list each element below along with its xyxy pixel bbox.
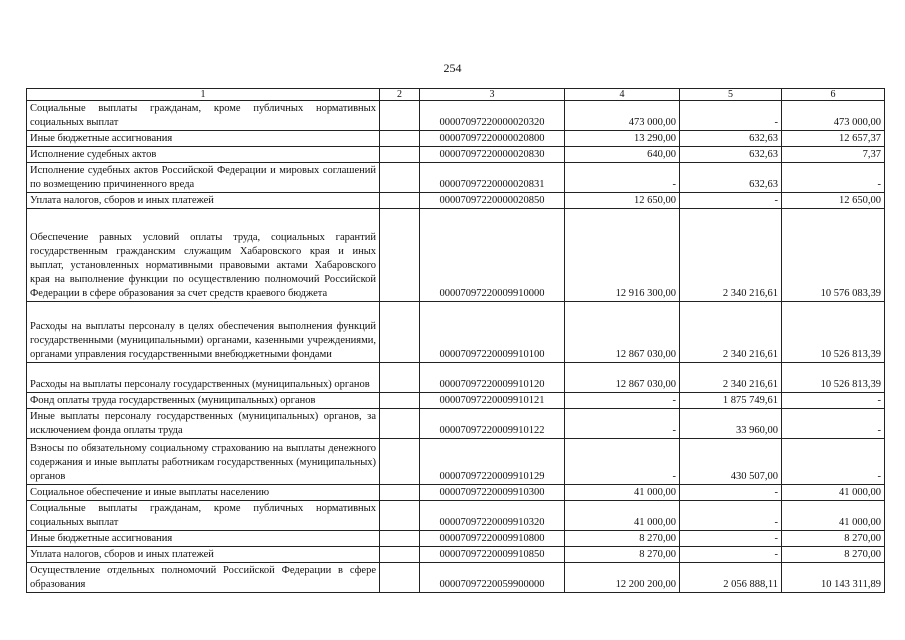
name-cell: Уплата налогов, сборов и иных платежей <box>27 193 380 209</box>
column-2-cell <box>380 409 420 439</box>
executed-amount-cell: 33 960,00 <box>680 409 782 439</box>
column-2-cell <box>380 131 420 147</box>
unexecuted-amount-cell: 10 526 813,39 <box>782 363 885 393</box>
approved-amount-cell: - <box>565 439 680 485</box>
unexecuted-amount-cell: - <box>782 409 885 439</box>
budget-code-cell: 00007097220000020831 <box>420 163 565 193</box>
unexecuted-amount-cell: 10 526 813,39 <box>782 302 885 363</box>
approved-amount-cell: 12 200 200,00 <box>565 563 680 593</box>
unexecuted-amount-cell: - <box>782 439 885 485</box>
name-cell: Осуществление отдельных полномочий Российской Федерации в сфере образования <box>27 563 380 593</box>
executed-amount-cell: 2 340 216,61 <box>680 302 782 363</box>
budget-code-cell: 00007097220000020320 <box>420 101 565 131</box>
budget-code-cell: 00007097220009910320 <box>420 501 565 531</box>
table-row <box>27 485 885 501</box>
approved-amount-cell: 473 000,00 <box>565 101 680 131</box>
executed-amount-cell: 1 875 749,61 <box>680 393 782 409</box>
unexecuted-amount-cell: 41 000,00 <box>782 485 885 501</box>
column-2-cell <box>380 147 420 163</box>
executed-amount-cell: 632,63 <box>680 131 782 147</box>
unexecuted-amount-cell: 473 000,00 <box>782 101 885 131</box>
table-row <box>27 547 885 563</box>
approved-amount-cell: - <box>565 393 680 409</box>
executed-amount-cell: 2 340 216,61 <box>680 363 782 393</box>
executed-amount-cell: - <box>680 193 782 209</box>
column-number-header-row <box>27 89 885 101</box>
approved-amount-cell: - <box>565 409 680 439</box>
executed-amount-cell: 430 507,00 <box>680 439 782 485</box>
budget-code-cell: 00007097220009910100 <box>420 302 565 363</box>
column-2-cell <box>380 393 420 409</box>
table-row <box>27 193 885 209</box>
name-cell: Иные выплаты персоналу государственных (муниципальных) органов, за исключением фонда оплаты труда <box>27 409 380 439</box>
column-header-1: 1 <box>27 89 380 101</box>
executed-amount-cell: - <box>680 531 782 547</box>
unexecuted-amount-cell: 7,37 <box>782 147 885 163</box>
budget-code-cell: 00007097220000020850 <box>420 193 565 209</box>
budget-code-cell: 00007097220000020800 <box>420 131 565 147</box>
table-row <box>27 439 885 485</box>
name-cell: Фонд оплаты труда государственных (муниципальных) органов <box>27 393 380 409</box>
approved-amount-cell: 8 270,00 <box>565 547 680 563</box>
unexecuted-amount-cell: 8 270,00 <box>782 531 885 547</box>
executed-amount-cell: - <box>680 485 782 501</box>
table-row <box>27 131 885 147</box>
unexecuted-amount-cell: 10 576 083,39 <box>782 209 885 302</box>
unexecuted-amount-cell: 10 143 311,89 <box>782 563 885 593</box>
column-2-cell <box>380 547 420 563</box>
approved-amount-cell: - <box>565 163 680 193</box>
table-row <box>27 302 885 363</box>
table-row <box>27 163 885 193</box>
column-2-cell <box>380 439 420 485</box>
unexecuted-amount-cell: - <box>782 163 885 193</box>
budget-code-cell: 00007097220009910850 <box>420 547 565 563</box>
budget-execution-table <box>26 88 885 593</box>
table-row <box>27 531 885 547</box>
approved-amount-cell: 640,00 <box>565 147 680 163</box>
column-2-cell <box>380 501 420 531</box>
name-cell: Исполнение судебных актов <box>27 147 380 163</box>
budget-code-cell: 00007097220009910800 <box>420 531 565 547</box>
column-header-2: 2 <box>380 89 420 101</box>
column-2-cell <box>380 363 420 393</box>
column-header-6: 6 <box>782 89 885 101</box>
column-2-cell <box>380 163 420 193</box>
page-number: 254 <box>443 61 462 75</box>
approved-amount-cell: 8 270,00 <box>565 531 680 547</box>
name-cell: Уплата налогов, сборов и иных платежей <box>27 547 380 563</box>
budget-code-cell: 00007097220009910300 <box>420 485 565 501</box>
approved-amount-cell: 41 000,00 <box>565 501 680 531</box>
name-cell: Исполнение судебных актов Российской Федерации и мировых соглашений по возмещению причиненного вреда <box>27 163 380 193</box>
executed-amount-cell: 632,63 <box>680 147 782 163</box>
column-2-cell <box>380 209 420 302</box>
table-row <box>27 147 885 163</box>
table-row <box>27 409 885 439</box>
executed-amount-cell: - <box>680 547 782 563</box>
column-2-cell <box>380 302 420 363</box>
name-cell: Взносы по обязательному социальному страхованию на выплаты денежного содержания и иные выплаты работникам государственных (муниципальных) органов <box>27 439 380 485</box>
executed-amount-cell: 632,63 <box>680 163 782 193</box>
column-2-cell <box>380 485 420 501</box>
budget-code-cell: 00007097220009910000 <box>420 209 565 302</box>
approved-amount-cell: 12 867 030,00 <box>565 302 680 363</box>
name-cell: Иные бюджетные ассигнования <box>27 531 380 547</box>
unexecuted-amount-cell: - <box>782 393 885 409</box>
name-cell: Социальное обеспечение и иные выплаты населению <box>27 485 380 501</box>
name-cell: Социальные выплаты гражданам, кроме публичных нормативных социальных выплат <box>27 101 380 131</box>
table-row <box>27 563 885 593</box>
approved-amount-cell: 41 000,00 <box>565 485 680 501</box>
unexecuted-amount-cell: 41 000,00 <box>782 501 885 531</box>
executed-amount-cell: - <box>680 101 782 131</box>
budget-code-cell: 00007097220000020830 <box>420 147 565 163</box>
budget-code-cell: 00007097220059900000 <box>420 563 565 593</box>
budget-code-cell: 00007097220009910122 <box>420 409 565 439</box>
name-cell: Расходы на выплаты персоналу в целях обеспечения выполнения функций государственными (муниципальными) органами, казенными учреждениями, органами управления государственными внебюджетными фондами <box>27 302 380 363</box>
table-row <box>27 501 885 531</box>
table-row <box>27 393 885 409</box>
approved-amount-cell: 13 290,00 <box>565 131 680 147</box>
column-header-3: 3 <box>420 89 565 101</box>
budget-code-cell: 00007097220009910129 <box>420 439 565 485</box>
unexecuted-amount-cell: 12 650,00 <box>782 193 885 209</box>
unexecuted-amount-cell: 12 657,37 <box>782 131 885 147</box>
approved-amount-cell: 12 916 300,00 <box>565 209 680 302</box>
column-2-cell <box>380 193 420 209</box>
column-2-cell <box>380 531 420 547</box>
column-header-4: 4 <box>565 89 680 101</box>
column-header-5: 5 <box>680 89 782 101</box>
column-2-cell <box>380 101 420 131</box>
table-row <box>27 363 885 393</box>
approved-amount-cell: 12 867 030,00 <box>565 363 680 393</box>
unexecuted-amount-cell: 8 270,00 <box>782 547 885 563</box>
executed-amount-cell: - <box>680 501 782 531</box>
approved-amount-cell: 12 650,00 <box>565 193 680 209</box>
table-row <box>27 209 885 302</box>
name-cell: Расходы на выплаты персоналу государственных (муниципальных) органов <box>27 363 380 393</box>
name-cell: Социальные выплаты гражданам, кроме публичных нормативных социальных выплат <box>27 501 380 531</box>
executed-amount-cell: 2 340 216,61 <box>680 209 782 302</box>
name-cell: Обеспечение равных условий оплаты труда, социальных гарантий государственным гражданским служащим Хабаровского края и иных выплат, установленных нормативными правовыми актами Хабаровского края на выполнение функции по осуществлению полномочий Российской Федерации в сфере образования за счет средств краевого бюджета <box>27 209 380 302</box>
table-row <box>27 101 885 131</box>
name-cell: Иные бюджетные ассигнования <box>27 131 380 147</box>
executed-amount-cell: 2 056 888,11 <box>680 563 782 593</box>
budget-code-cell: 00007097220009910120 <box>420 363 565 393</box>
column-2-cell <box>380 563 420 593</box>
budget-code-cell: 00007097220009910121 <box>420 393 565 409</box>
